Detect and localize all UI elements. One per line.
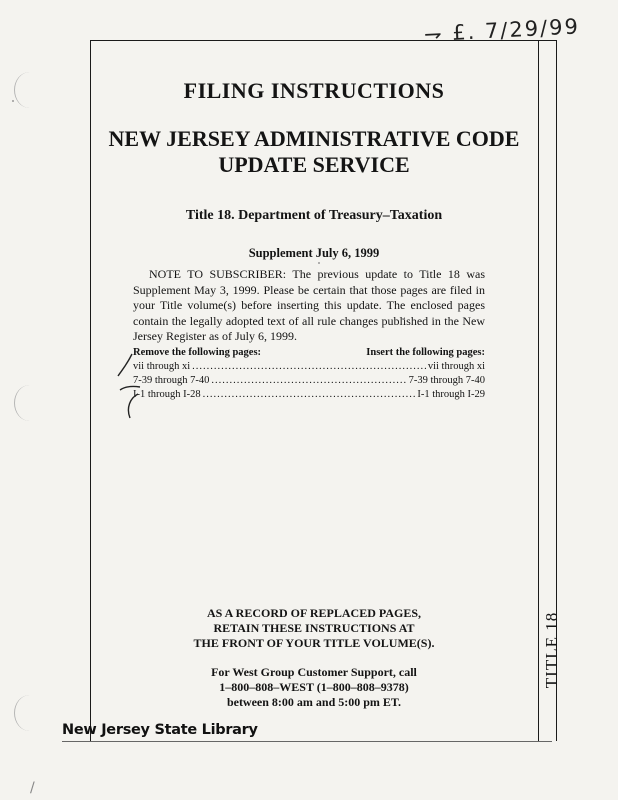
code-title-heading — [90, 126, 538, 178]
record-notice-line-3: THE FRONT OF YOUR TITLE VOLUME(S). — [193, 636, 435, 650]
customer-support — [90, 665, 538, 710]
library-stamp: New Jersey State Library — [62, 722, 258, 738]
insert-pages-cell: vii through xi — [427, 361, 485, 372]
leader-dots — [211, 375, 406, 386]
insert-pages-header: Insert the following pages: — [366, 347, 485, 358]
table-row — [133, 375, 485, 389]
pen-check-mark — [114, 350, 154, 420]
table-row — [133, 361, 485, 375]
scan-speck — [12, 100, 14, 102]
remove-pages-header: Remove the following pages: — [133, 347, 262, 358]
punch-hole-top — [14, 72, 45, 108]
support-phone: 1–800–808–WEST (1–800–808–9378) — [219, 680, 409, 694]
support-line-1: For West Group Customer Support, call — [211, 665, 417, 679]
corner-mark: / — [30, 780, 35, 796]
punch-hole-middle — [14, 385, 45, 421]
insert-pages-cell: 7-39 through 7-40 — [408, 375, 485, 386]
record-notice — [90, 606, 538, 651]
pages-table — [133, 347, 485, 403]
code-title-line-2: UPDATE SERVICE — [218, 152, 410, 177]
title-department: Title 18. Department of Treasury–Taxation — [185, 208, 443, 223]
supplement-date: Supplement July 6, 1999 — [248, 246, 380, 260]
title-side-tab — [512, 610, 592, 690]
title-side-tab-label: TITLE 18 — [541, 611, 561, 689]
support-hours: between 8:00 am and 5:00 pm ET. — [226, 695, 402, 709]
record-notice-line-1: AS A RECORD OF REPLACED PAGES, — [206, 606, 422, 620]
remove-pages-cell: I-1 through I-28 — [133, 389, 201, 400]
leader-dots — [192, 361, 426, 372]
punch-hole-bottom — [14, 695, 45, 731]
note-to-subscriber: NOTE TO SUBSCRIBER: The previous update to Title 18 was Supplement May 3, 1999. Please be certain that those pages are filed in your Title volume(s) before inserting this update. The enclosed pages contain the legally adopted text of all rule changes published in the New Jersey Register as of July 6, 1999. — [133, 267, 485, 343]
remove-pages-cell: 7-39 through 7-40 — [133, 375, 210, 386]
record-notice-line-2: RETAIN THESE INSTRUCTIONS AT — [213, 621, 415, 635]
pages-table-header — [133, 347, 485, 361]
code-title-line-1: NEW JERSEY ADMINISTRATIVE CODE — [108, 126, 520, 151]
remove-pages-cell: vii through xi — [133, 361, 191, 372]
insert-pages-cell: I-1 through I-29 — [417, 389, 485, 400]
filing-instructions-heading: FILING INSTRUCTIONS — [183, 78, 445, 103]
handwritten-date-note: ⇁ £. 7/29/99 — [423, 14, 581, 47]
stamp-underline — [62, 741, 552, 742]
table-row — [133, 389, 485, 403]
leader-dots — [203, 389, 416, 400]
